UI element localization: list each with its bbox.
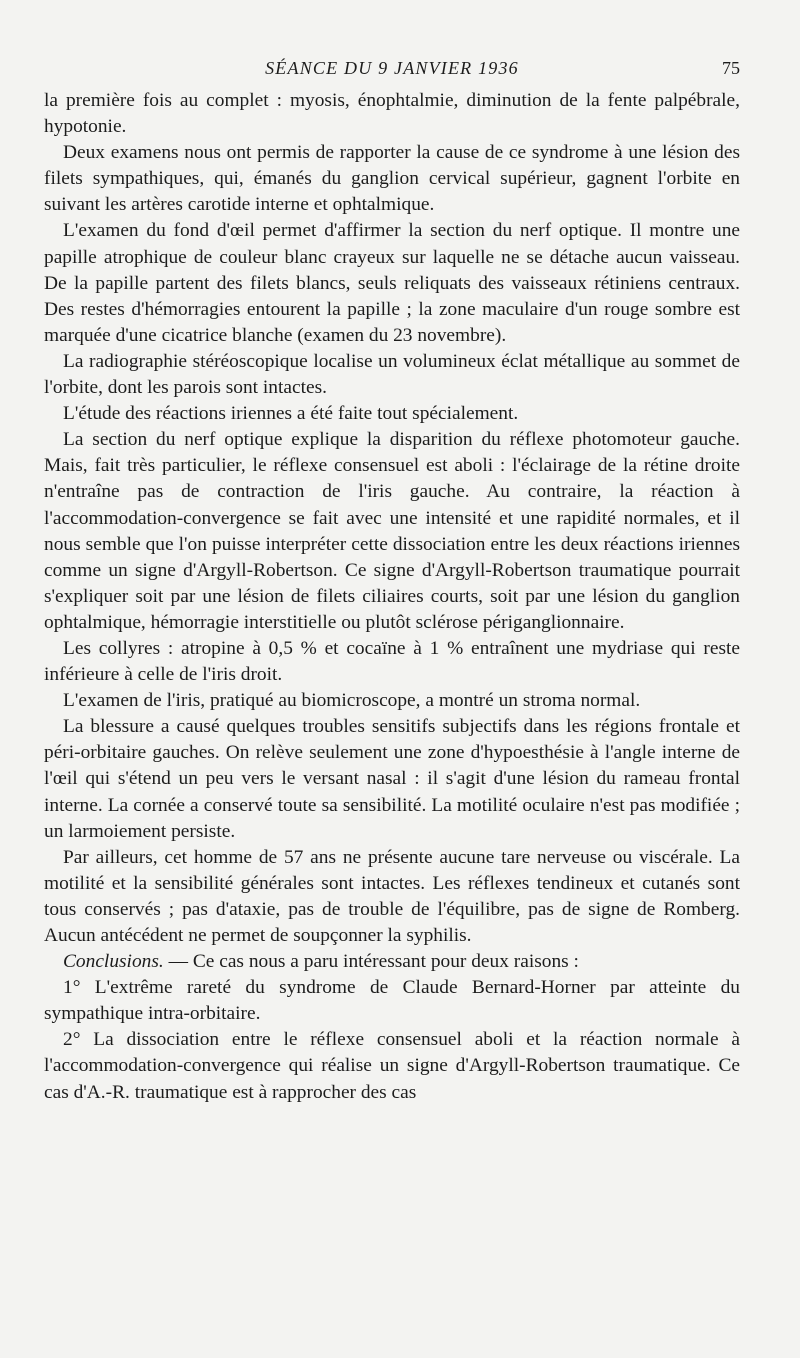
paragraph: L'examen de l'iris, pratiqué au biomicroscope, a montré un stroma normal. [63, 690, 641, 712]
paragraph: La blessure a causé quelques troubles sensitifs subjectifs dans les régions frontale et péri-orbitaire gauches. On relève seulement une zone d'hypoesthésie à l'angle interne de l'œil qui s'étend un peu vers le versant nasal : il s'agit d'une lésion du rameau frontal interne. La cornée a conservé toute sa sensibilité. La motilité oculaire n'est pas modifiée ; un larmoiement persiste. [44, 716, 740, 842]
conclusion-point: 2° La dissociation entre le réflexe consensuel aboli et la réaction normale à l'accommodation-convergence qui réalise un signe d'Argyll-Robertson traumatique. Ce cas d'A.-R. traumatique est à rapprocher des cas [44, 1029, 740, 1103]
conclusions-text: — Ce cas nous a paru intéressant pour deux raisons : [163, 951, 579, 973]
paragraph: Deux examens nous ont permis de rapporter la cause de ce syndrome à une lésion des filets sympathiques, qui, émanés du ganglion cervical supérieur, gagnent l'orbite en suivant les artères carotide interne et ophtalmique. [44, 142, 740, 216]
page-header [44, 58, 740, 86]
paragraph: La radiographie stéréoscopique localise un volumineux éclat métallique au sommet de l'orbite, dont les parois sont intactes. [44, 350, 740, 399]
paragraph: L'étude des réactions iriennes a été faite tout spécialement. [63, 403, 519, 425]
running-title: SÉANCE DU 9 JANVIER 1936 [265, 58, 519, 78]
paragraph: L'examen du fond d'œil permet d'affirmer la section du nerf optique. Il montre une papille atrophique de couleur blanc crayeux sur laquelle ne se détache aucun vaisseau. De la papille partent des filets blancs, seuls reliquats des vaisseaux rétiniens centraux. Des restes d'hémorragies entourent la papille ; la zone maculaire d'un rouge sombre est marquée d'une cicatrice blanche (examen du 23 novembre). [44, 220, 740, 346]
paragraph: Par ailleurs, cet homme de 57 ans ne présente aucune tare nerveuse ou viscérale. La motilité et la sensibilité générales sont intactes. Les réflexes tendineux et cutanés sont tous conservés ; pas d'ataxie, pas de trouble de l'équilibre, pas de signe de Romberg. Aucun antécédent ne permet de soupçonner la syphilis. [44, 846, 740, 946]
conclusions-paragraph [44, 949, 740, 975]
article-body [44, 88, 740, 1106]
conclusions-label: Conclusions. [63, 951, 164, 973]
conclusion-point: 1° L'extrême rareté du syndrome de Claude Bernard-Horner par atteinte du sympathique intra-orbitaire. [44, 977, 740, 1025]
paragraph: La section du nerf optique explique la disparition du réflexe photomoteur gauche. Mais, fait très particulier, le réflexe consensuel est aboli : l'éclairage de la rétine droite n'entraîne pas de contraction de l'iris gauche. Au contraire, la réaction à l'accommodation-convergence se fait avec une intensité et une rapidité normales, et il nous semble que l'on puisse interpréter cette dissociation entre les deux réactions iriennes comme un signe d'Argyll-Robertson. Ce signe d'Argyll-Robertson traumatique pourrait s'expliquer soit par une lésion de filets ciliaires courts, soit par une lésion du ganglion ophtalmique, hémorragie interstitielle ou plutôt sclérose périganglionnaire. [44, 429, 740, 633]
paragraph-continued: la première fois au complet : myosis, énophtalmie, diminution de la fente palpébrale, hypotonie. [44, 90, 740, 138]
paragraph: Les collyres : atropine à 0,5 % et cocaïne à 1 % entraînent une mydriase qui reste inférieure à celle de l'iris droit. [44, 637, 740, 686]
page-number: 75 [722, 58, 740, 78]
